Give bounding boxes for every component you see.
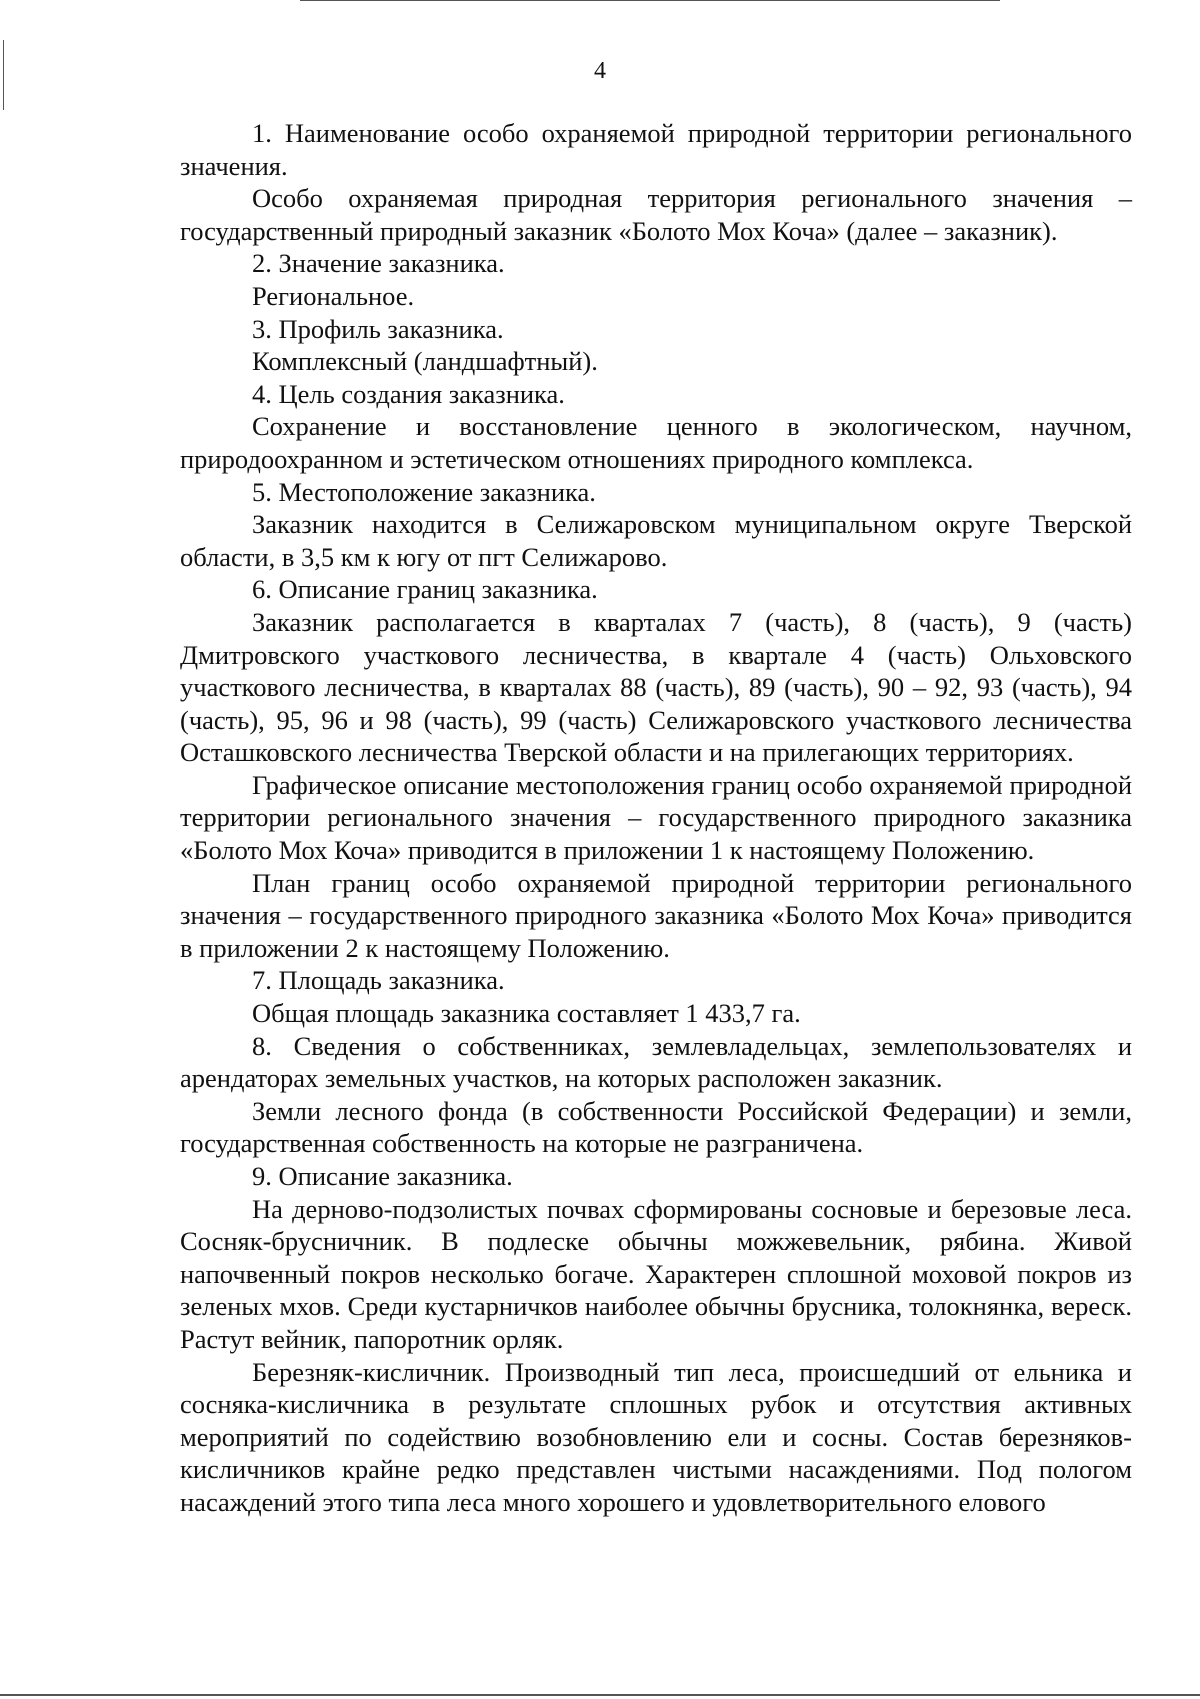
section-6-graphic-description: Графическое описание местоположения границ особо охраняемой природной территории регионального значения – государственного природного заказника «Болото Мох Коча» приводится в приложении 1 к настоящему Положению. — [180, 769, 1132, 866]
section-6-boundary-plan: План границ особо охраняемой природной территории регионального значения – государственного природного заказника «Болото Мох Коча» приводится в приложении 2 к настоящему Положению. — [180, 867, 1132, 963]
scan-edge-bottom — [0, 1694, 1200, 1696]
section-7-text: Общая площадь заказника составляет 1 433,7 га. — [252, 998, 801, 1029]
section-3-heading: 3. Профиль заказника. — [252, 313, 504, 344]
section-1-text: Особо охраняемая природная территория регионального значения – государственный природный заказник «Болото Мох Коча» (далее – заказник). — [180, 183, 1132, 246]
section-6-heading: 6. Описание границ заказника. — [252, 574, 598, 605]
section-4-heading: 4. Цель создания заказника. — [252, 378, 565, 409]
section-9-heading: 9. Описание заказника. — [252, 1161, 513, 1191]
page-number: 4 — [594, 58, 606, 84]
section-5-heading: 5. Местоположение заказника. — [252, 476, 596, 507]
document-body — [180, 117, 1132, 1519]
section-7-heading: 7. Площадь заказника. — [252, 965, 505, 996]
section-2-heading: 2. Значение заказника. — [252, 248, 505, 279]
section-8-text: Земли лесного фонда (в собственности Российской Федерации) и земли, государственная собственность на которые не разграничена. — [180, 1095, 1132, 1159]
section-4-text: Сохранение и восстановление ценного в экологическом, научном, природоохранном и эстетическом отношениях природного комплекса. — [180, 411, 1132, 474]
section-8-heading: 8. Сведения о собственниках, землевладельцах, землепользователях и арендаторах земельных участков, на которых расположен заказник. — [180, 1030, 1132, 1094]
section-2-text: Региональное. — [252, 280, 415, 311]
section-1-heading: 1. Наименование особо охраняемой природной территории регионального значения. — [180, 118, 1132, 181]
section-9-birch-forest: Березняк-кисличник. Производный тип леса, происшедший от ельника и сосняка-кисличника в результате сплошных рубок и отсутствия активных мероприятий по содействию возобновлению ели и сосны. Состав березняков-кисличников крайне редко представлен чистыми насаждениями. Под пологом насаждений этого типа леса много хорошего и удовлетворительного елового — [180, 1356, 1132, 1517]
section-6-text: Заказник располагается в кварталах 7 (часть), 8 (часть), 9 (часть) Дмитровского участкового лесничества, в квартале 4 (часть) Ольховского участкового лесничества, в кварталах 88 (часть), 89 (часть), 90 – 92, 93 (часть), 94 (часть), 95, 96 и 98 (часть), 99 (часть) Селижаровского участкового лесничества Осташковского лесничества Тверской области и на прилегающих территориях. — [180, 606, 1132, 768]
section-9-pine-forest: На дерново-подзолистых почвах сформированы сосновые и березовые леса. Сосняк-брусничник. В подлеске обычны можжевельник, рябина. Живой напочвенный покров несколько богаче. Характерен сплошной моховой покров из зеленых мхов. Среди кустарничков наиболее обычны брусника, толокнянка, вереск. Растут вейник, папоротник орляк. — [180, 1193, 1132, 1354]
section-3-text: Комплексный (ландшафтный). — [252, 346, 598, 377]
section-5-text: Заказник находится в Селижаровском муниципальном округе Тверской области, в 3,5 км к югу от пгт Селижарово. — [180, 509, 1132, 572]
scan-edge-top — [300, 0, 1000, 1]
